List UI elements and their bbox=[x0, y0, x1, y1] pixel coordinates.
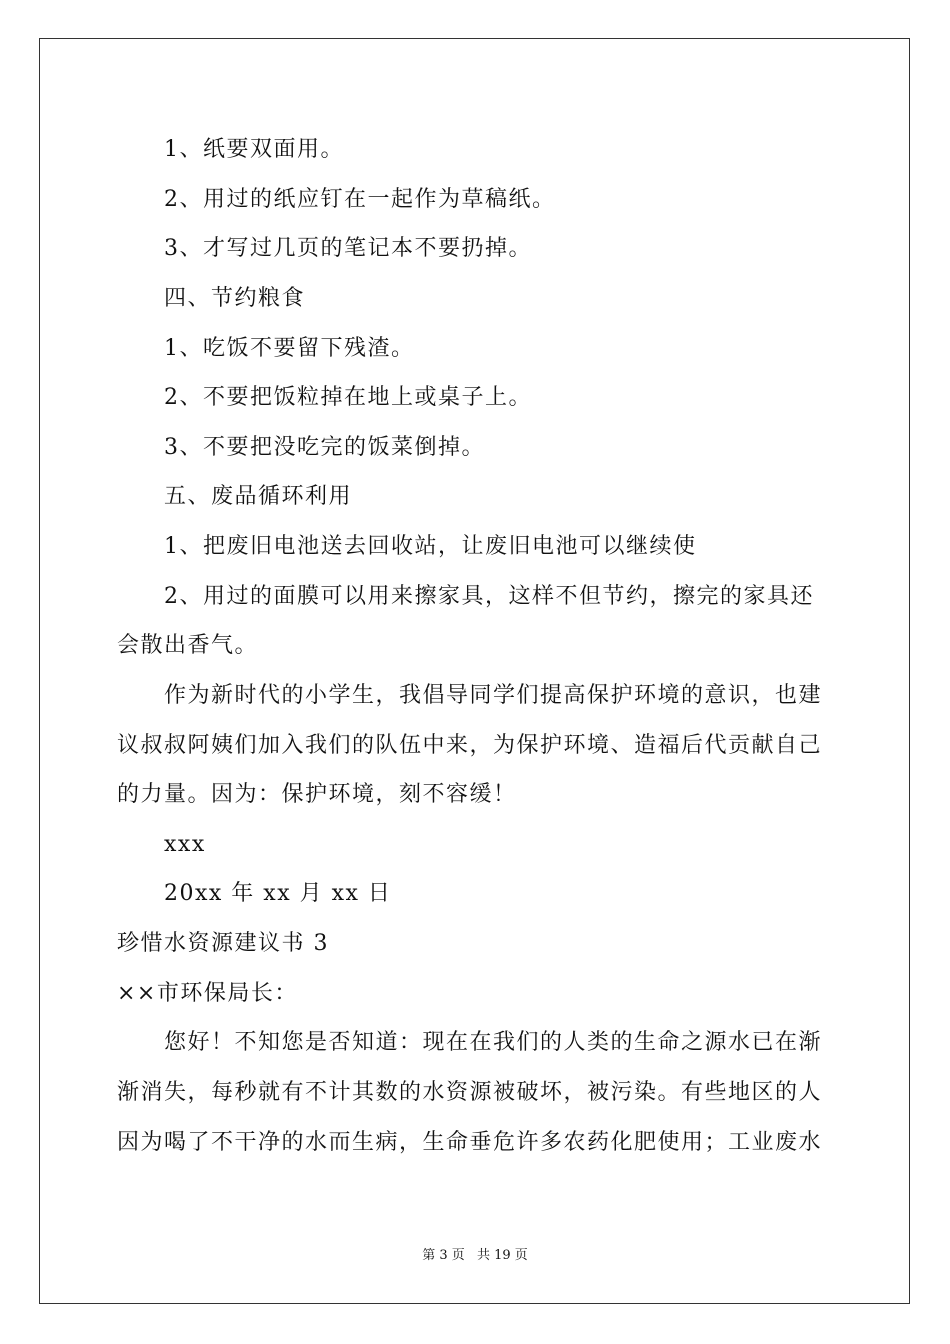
paper-rule-3: 3、才写过几页的笔记本不要扔掉。 bbox=[164, 236, 532, 261]
signature-name: xxx bbox=[164, 832, 206, 857]
appeal-paragraph-line-1: 作为新时代的小学生，我倡导同学们提高保护环境的意识，也建 bbox=[164, 683, 823, 708]
paper-rule-1: 1、纸要双面用。 bbox=[164, 137, 344, 162]
appeal-paragraph-line-3: 的力量。因为：保护环境，刻不容缓！ bbox=[117, 782, 517, 807]
section-heading-save-food: 四、节约粮食 bbox=[164, 286, 306, 311]
recycling-rule-2: 2、用过的面膜可以用来擦家具，这样不但节约，擦完的家具还 bbox=[164, 584, 814, 609]
page-footer bbox=[0, 1247, 950, 1265]
paper-rule-2: 2、用过的纸应钉在一起作为草稿纸。 bbox=[164, 187, 556, 212]
letter-body-line-3: 因为喝了不干净的水而生病，生命垂危许多农药化肥使用；工业废水 bbox=[117, 1130, 823, 1155]
recycling-rule-2-continued: 会散出香气。 bbox=[117, 633, 259, 658]
appeal-paragraph-line-2: 议叔叔阿姨们加入我们的队伍中来，为保护环境、造福后代贡献自己 bbox=[117, 733, 823, 758]
signature-date: 20xx 年 xx 月 xx 日 bbox=[164, 881, 392, 906]
recycling-rule-1: 1、把废旧电池送去回收站，让废旧电池可以继续使 bbox=[164, 534, 697, 559]
food-rule-1: 1、吃饭不要留下残渣。 bbox=[164, 336, 415, 361]
letter-title: 珍惜水资源建议书 3 bbox=[117, 931, 329, 956]
food-rule-3: 3、不要把没吃完的饭菜倒掉。 bbox=[164, 435, 485, 460]
page-number: 第 3 页 bbox=[422, 1248, 465, 1263]
page-frame bbox=[39, 38, 910, 1304]
letter-body-line-1: 您好！不知您是否知道：现在在我们的人类的生命之源水已在渐 bbox=[164, 1030, 823, 1055]
page-total: 共 19 页 bbox=[476, 1248, 528, 1263]
letter-salutation: ××市环保局长： bbox=[117, 981, 298, 1006]
section-heading-recycling: 五、废品循环利用 bbox=[164, 484, 353, 509]
food-rule-2: 2、不要把饭粒掉在地上或桌子上。 bbox=[164, 385, 532, 410]
letter-body-line-2: 渐消失，每秒就有不计其数的水资源被破坏，被污染。有些地区的人 bbox=[117, 1080, 823, 1105]
